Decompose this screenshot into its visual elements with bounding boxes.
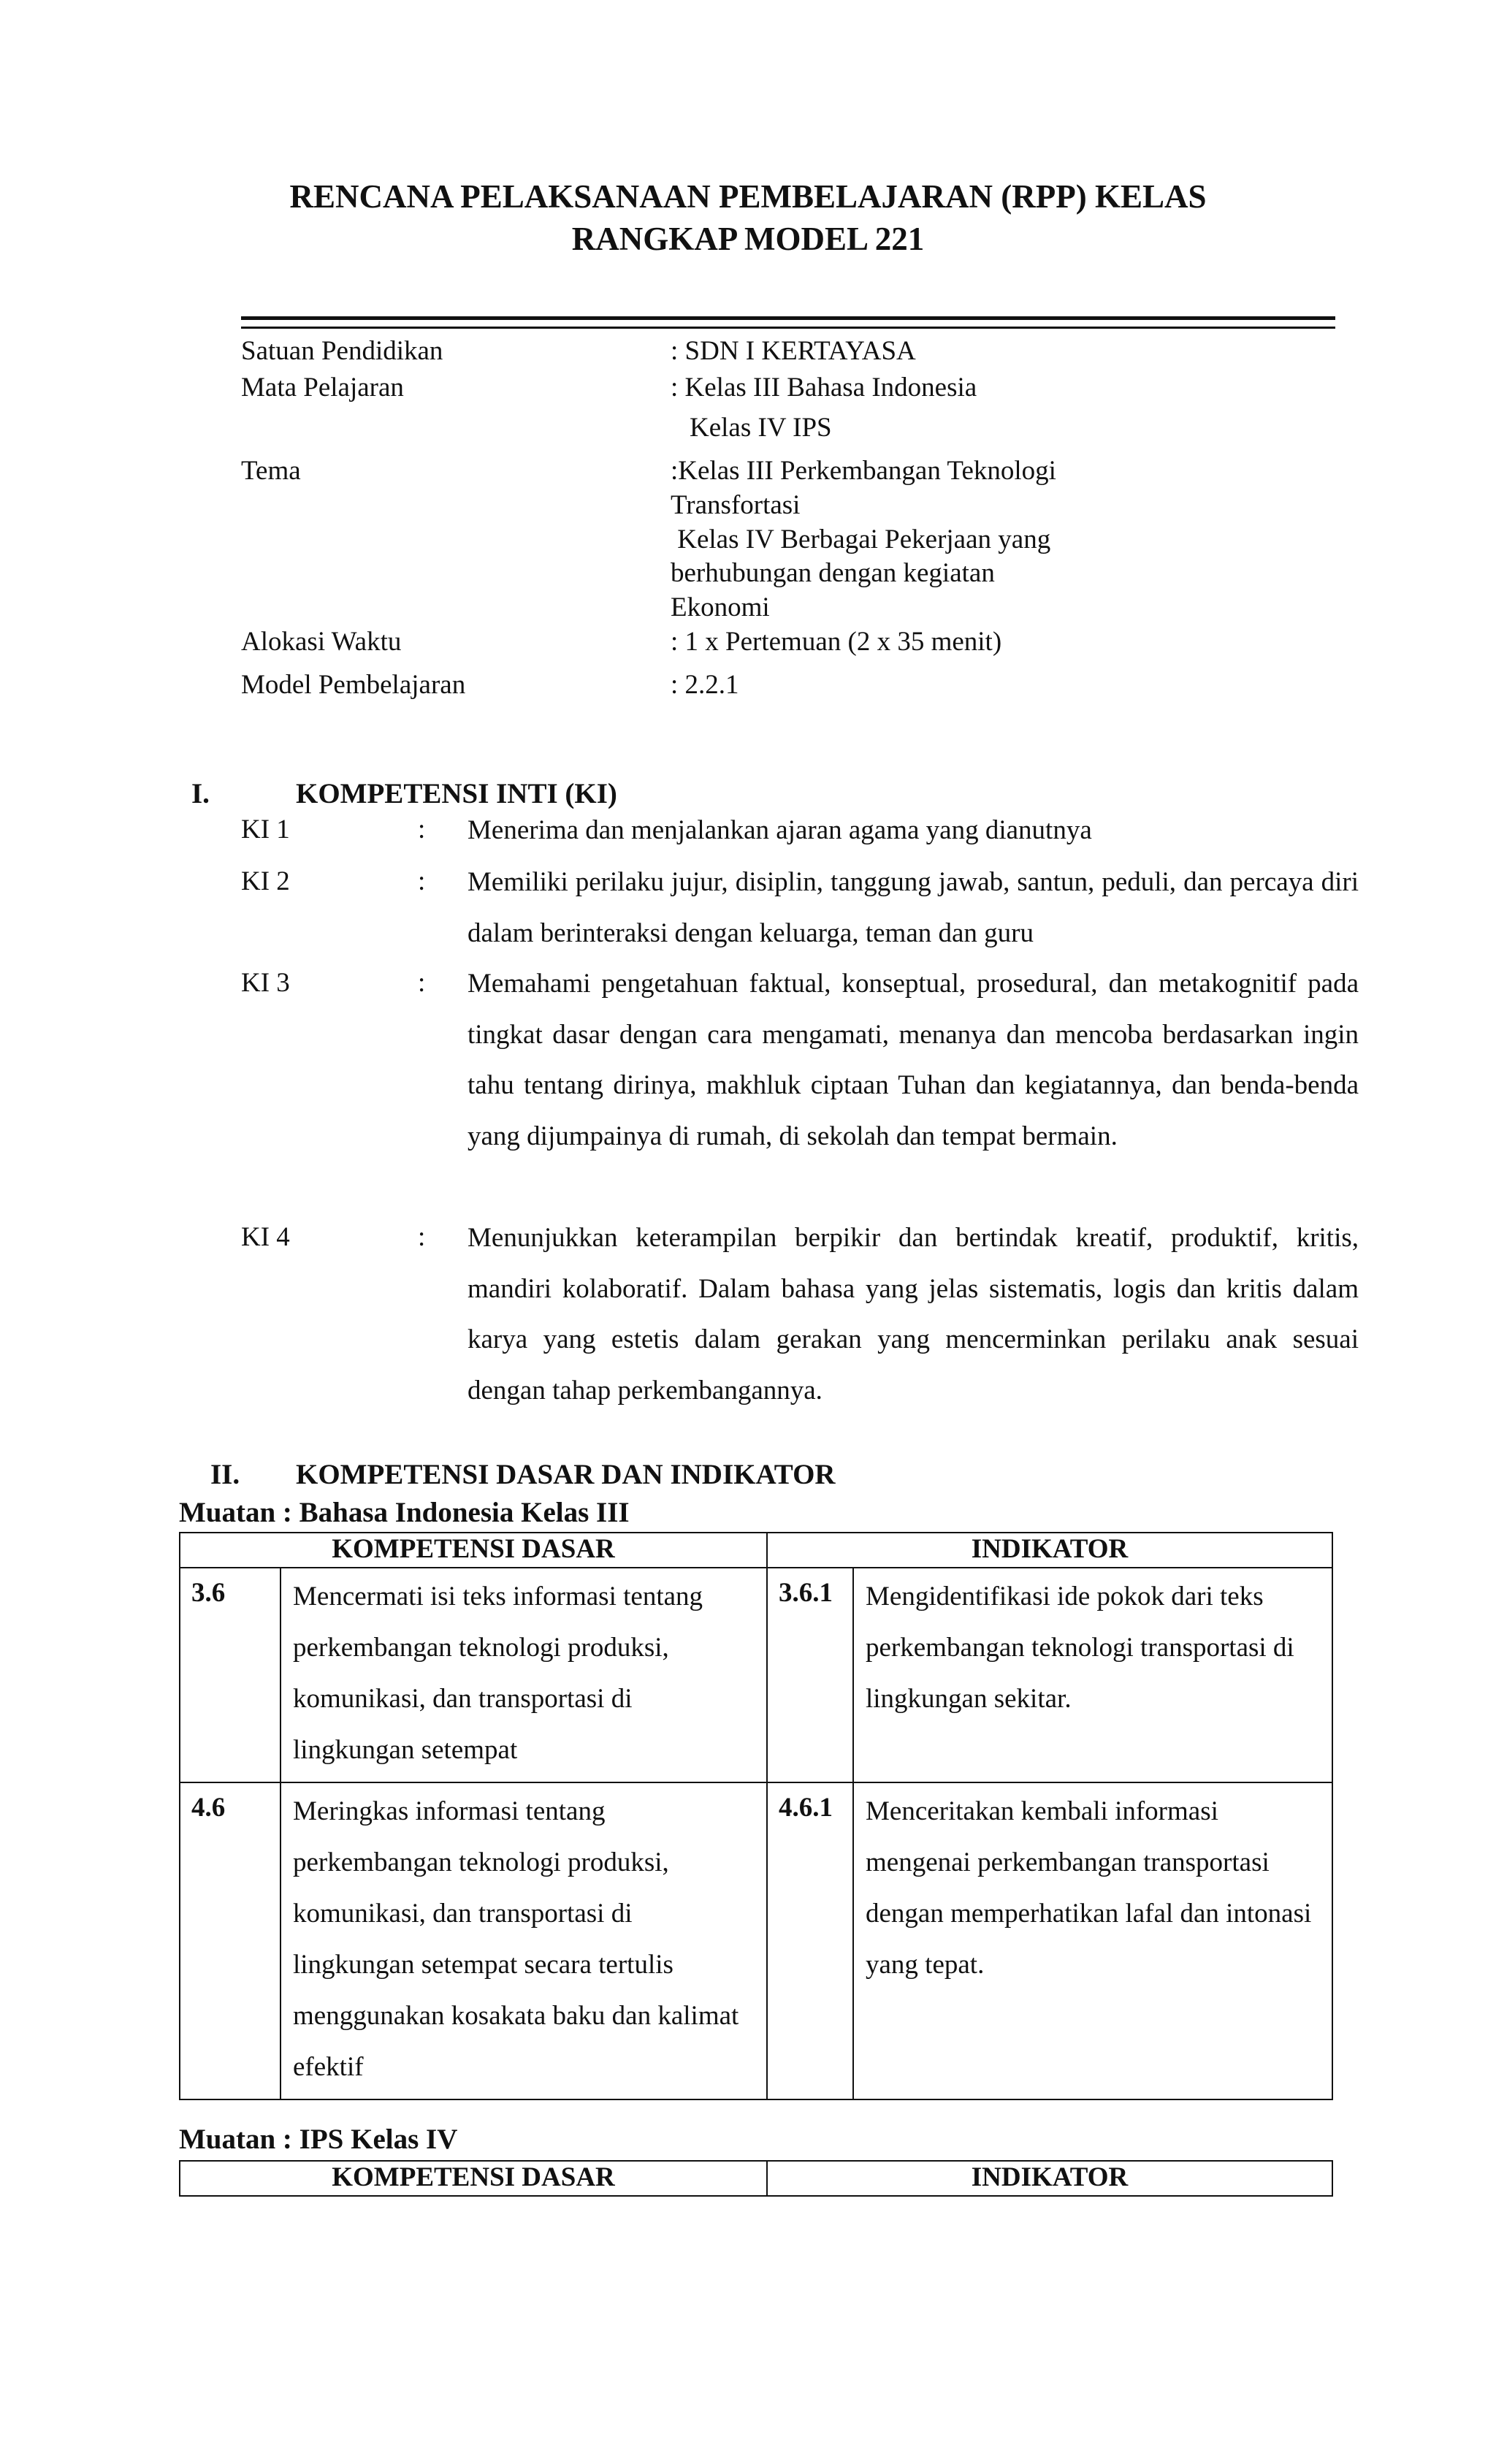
header-kompetensi-dasar: KOMPETENSI DASAR bbox=[180, 1533, 767, 1568]
ki-2-colon: : bbox=[418, 866, 426, 896]
muatan-ips: Muatan : IPS Kelas IV bbox=[179, 2124, 458, 2155]
table-header-row bbox=[180, 2161, 1332, 2196]
header-rule-thin bbox=[241, 327, 1335, 329]
kd-table-ips bbox=[179, 2160, 1333, 2197]
ki-4-text: Menunjukkan keterampilan berpikir dan bertindak kreatif, produktif, kritis, mandiri kolaboratif. Dalam bahasa yang jelas sistematis, logis dan kritis dalam karya yang estetis dalam gerakan yang mencerminkan perilaku anak sesuai dengan tahap perkembangannya. bbox=[468, 1223, 1359, 1405]
mapel-value-2: Kelas IV IPS bbox=[690, 413, 832, 443]
kd-table-bahasa-indonesia bbox=[179, 1532, 1333, 2100]
indicator-text: Menceritakan kembali informasi mengenai perkembangan transportasi dengan memperhatikan lafal dan intonasi yang tepat. bbox=[853, 1782, 1332, 2099]
tema-line-2: Transfortasi bbox=[671, 490, 801, 520]
tema-line-1: :Kelas III Perkembangan Teknologi bbox=[671, 456, 1056, 486]
ki-4-colon: : bbox=[418, 1222, 426, 1252]
ki-2-text: Memiliki perilaku jujur, disiplin, tanggung jawab, santun, peduli, dan percaya diri dalam berinteraksi dengan keluarga, teman dan guru bbox=[468, 867, 1359, 948]
tema-line-4: berhubungan dengan kegiatan bbox=[671, 558, 995, 588]
table-row bbox=[180, 1782, 1332, 2099]
kd-text: Mencermati isi teks informasi tentang perkembangan teknologi produksi, komunikasi, dan transportasi di lingkungan setempat bbox=[280, 1568, 767, 1782]
section-2-heading: KOMPETENSI DASAR DAN INDIKATOR bbox=[296, 1459, 836, 1490]
satuan-value: : SDN I KERTAYASA bbox=[671, 336, 916, 366]
ki-3-label: KI 3 bbox=[241, 968, 290, 998]
table-row bbox=[180, 1568, 1332, 1782]
kd-code: 4.6 bbox=[180, 1782, 280, 2099]
ki-2-label: KI 2 bbox=[241, 866, 290, 896]
header-indikator: INDIKATOR bbox=[767, 1533, 1332, 1568]
model-label: Model Pembelajaran bbox=[241, 670, 466, 700]
tema-line-3: Kelas IV Berbagai Pekerjaan yang bbox=[671, 525, 1051, 554]
muatan-bahasa-indonesia: Muatan : Bahasa Indonesia Kelas III bbox=[179, 1497, 630, 1528]
model-value: : 2.2.1 bbox=[671, 670, 739, 700]
indicator-text: Mengidentifikasi ide pokok dari teks perkembangan teknologi transportasi di lingkungan sekitar. bbox=[853, 1568, 1332, 1782]
section-2-number: II. bbox=[210, 1459, 240, 1490]
ki-1-text: Menerima dan menjalankan ajaran agama yang dianutnya bbox=[468, 815, 1092, 845]
mapel-label: Mata Pelajaran bbox=[241, 373, 404, 403]
tema-label: Tema bbox=[241, 456, 301, 486]
indicator-code: 4.6.1 bbox=[767, 1782, 853, 2099]
ki-1-colon: : bbox=[418, 815, 426, 844]
document-title-line-2: RANGKAP MODEL 221 bbox=[571, 221, 925, 257]
indicator-code: 3.6.1 bbox=[767, 1568, 853, 1782]
table-header-row bbox=[180, 1533, 1332, 1568]
kd-text: Meringkas informasi tentang perkembangan teknologi produksi, komunikasi, dan transportasi di lingkungan setempat secara tertulis menggunakan kosakata baku dan kalimat efektif bbox=[280, 1782, 767, 2099]
ki-3-text: Memahami pengetahuan faktual, konseptual, prosedural, dan metakognitif pada tingkat dasar dengan cara mengamati, menanya dan mencoba berdasarkan ingin tahu tentang dirinya, makhluk ciptaan Tuhan dan kegiatannya, dan benda-benda yang dijumpainya di rumah, di sekolah dan tempat bermain. bbox=[468, 969, 1359, 1151]
header-indikator: INDIKATOR bbox=[767, 2161, 1332, 2196]
ki-4-label: KI 4 bbox=[241, 1222, 290, 1252]
satuan-label: Satuan Pendidikan bbox=[241, 336, 443, 366]
header-kompetensi-dasar: KOMPETENSI DASAR bbox=[180, 2161, 767, 2196]
alokasi-label: Alokasi Waktu bbox=[241, 627, 402, 657]
ki-3-colon: : bbox=[418, 968, 426, 998]
tema-line-5: Ekonomi bbox=[671, 592, 770, 622]
mapel-value-1: : Kelas III Bahasa Indonesia bbox=[671, 373, 977, 403]
section-1-heading: KOMPETENSI INTI (KI) bbox=[296, 778, 617, 809]
kd-code: 3.6 bbox=[180, 1568, 280, 1782]
section-1-number: I. bbox=[191, 778, 210, 809]
ki-1-label: KI 1 bbox=[241, 815, 290, 844]
header-rule-thick bbox=[241, 316, 1335, 320]
alokasi-value: : 1 x Pertemuan (2 x 35 menit) bbox=[671, 627, 1002, 657]
document-title-line-1: RENCANA PELAKSANAAN PEMBELAJARAN (RPP) KELAS bbox=[289, 178, 1207, 215]
